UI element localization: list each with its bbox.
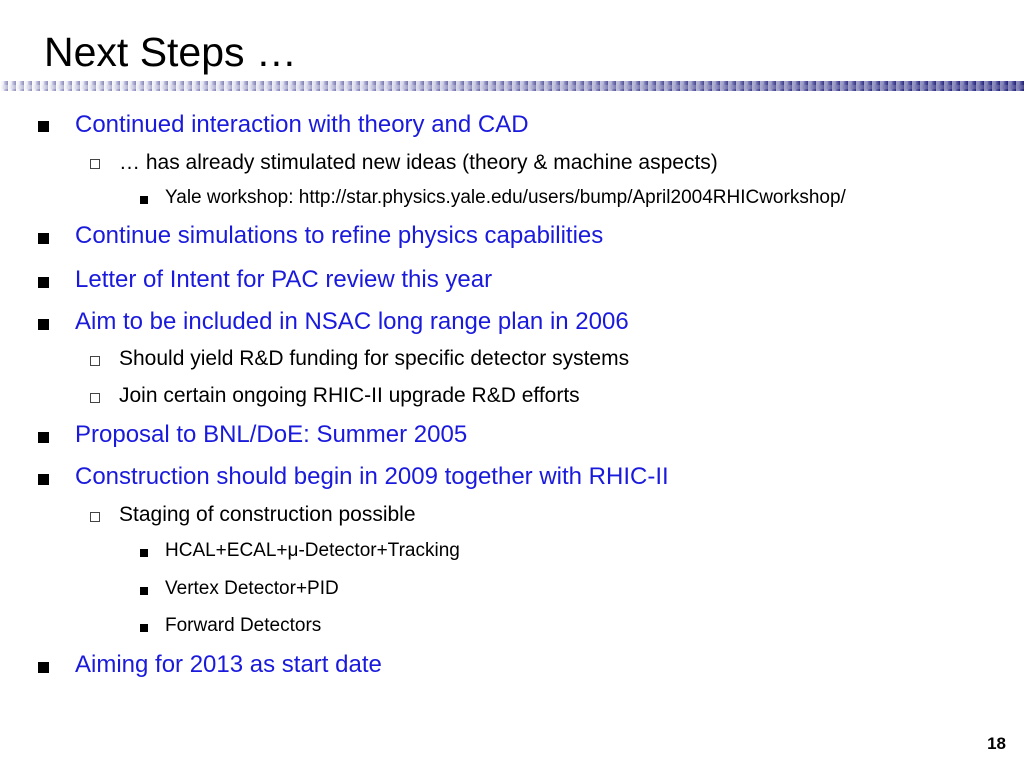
square-bullet-icon bbox=[38, 432, 49, 443]
bullet-item: Aiming for 2013 as start date bbox=[75, 651, 382, 678]
square-bullet-icon bbox=[38, 233, 49, 244]
square-bullet-icon bbox=[38, 662, 49, 673]
bullet-item: Construction should begin in 2009 together with RHIC-II bbox=[75, 463, 669, 490]
small-square-bullet-icon bbox=[140, 549, 148, 557]
slide-title: Next Steps … bbox=[44, 29, 297, 75]
hollow-square-bullet-icon bbox=[90, 393, 100, 403]
small-square-bullet-icon bbox=[140, 587, 148, 595]
bullet-item: Letter of Intent for PAC review this year bbox=[75, 266, 493, 293]
square-bullet-icon bbox=[38, 121, 49, 132]
sub-bullet-item: Should yield R&D funding for specific detector systems bbox=[119, 347, 630, 370]
square-bullet-icon bbox=[38, 319, 49, 330]
sub-sub-bullet-item: HCAL+ECAL+μ-Detector+Tracking bbox=[165, 540, 460, 561]
sub-bullet-item: Staging of construction possible bbox=[119, 503, 416, 526]
hollow-square-bullet-icon bbox=[90, 512, 100, 522]
sub-bullet-item: Join certain ongoing RHIC-II upgrade R&D efforts bbox=[119, 384, 580, 407]
sub-bullet-item: … has already stimulated new ideas (theory & machine aspects) bbox=[119, 151, 718, 174]
hollow-square-bullet-icon bbox=[90, 356, 100, 366]
sub-sub-bullet-item: Yale workshop: http://star.physics.yale.edu/users/bump/April2004RHICworkshop/ bbox=[165, 187, 846, 208]
sub-sub-bullet-item: Forward Detectors bbox=[165, 615, 322, 636]
title-gradient-rule bbox=[0, 81, 1024, 91]
bullet-item: Aim to be included in NSAC long range plan in 2006 bbox=[75, 308, 629, 335]
bullet-item: Proposal to BNL/DoE: Summer 2005 bbox=[75, 421, 468, 448]
bullet-item: Continue simulations to refine physics capabilities bbox=[75, 222, 604, 249]
title-gradient-rule-graphic bbox=[0, 81, 1024, 91]
sub-sub-bullet-item: Vertex Detector+PID bbox=[165, 578, 339, 599]
small-square-bullet-icon bbox=[140, 624, 148, 632]
hollow-square-bullet-icon bbox=[90, 159, 100, 169]
small-square-bullet-icon bbox=[140, 196, 148, 204]
square-bullet-icon bbox=[38, 277, 49, 288]
bullet-item: Continued interaction with theory and CAD bbox=[75, 111, 529, 138]
page-number: 18 bbox=[987, 734, 1006, 753]
square-bullet-icon bbox=[38, 474, 49, 485]
